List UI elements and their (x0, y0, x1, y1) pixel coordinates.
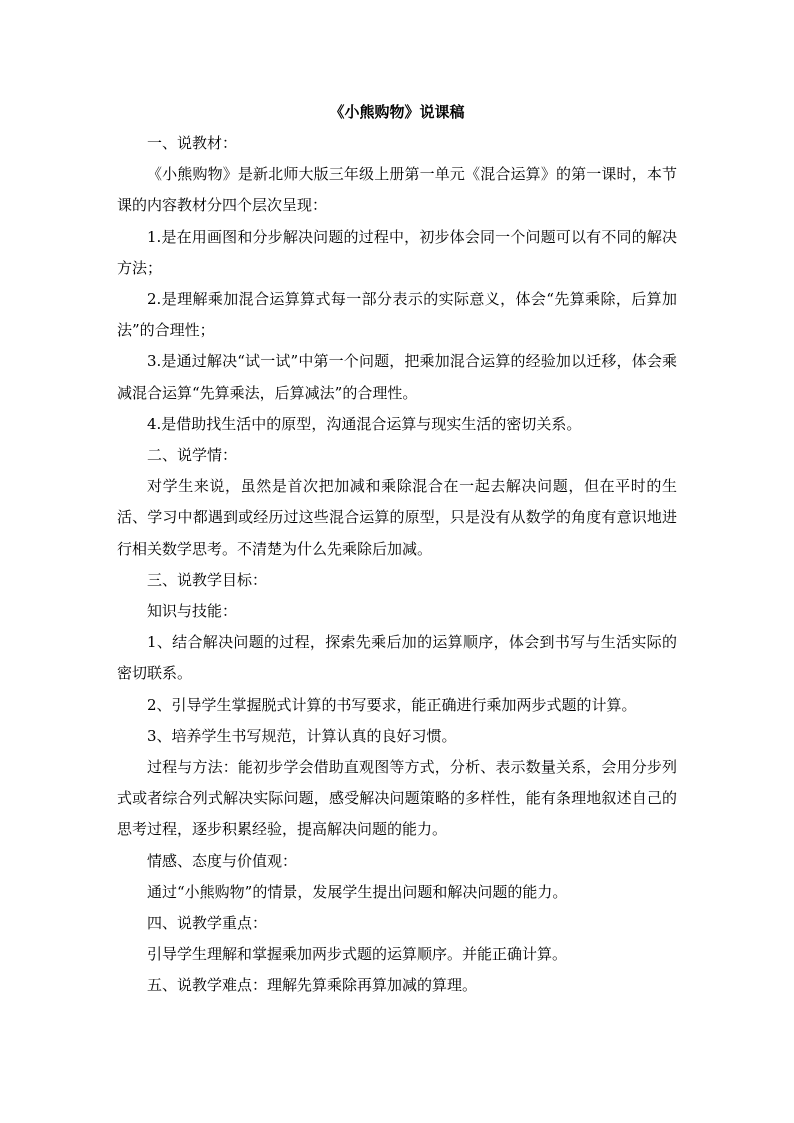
subheading-knowledge-skills: 知识与技能： (147, 602, 238, 621)
document-title: 《小熊购物》说课稿 (329, 103, 465, 121)
section-heading-textbook: 一、说教材： (147, 134, 238, 152)
objective-item-3: 3、培养学生书写规范，计算认真的良好习惯。 (147, 726, 457, 745)
paragraph-emotion-values: 通过“小熊购物”的情景，发展学生提出问题和解决问题的能力。 (147, 882, 568, 901)
document-page (117, 96, 677, 1002)
paragraph-students: 对学生来说，虽然是首次把加减和乘除混合在一起去解决问题，但在平时的生活、学习中都遇到或经历过这些混合运算的原型，只是没有从数学的角度有意识地进行相关数学思考。不清楚为什么先乘除后加减。 (117, 477, 677, 558)
paragraph-level-4: 4.是借助找生活中的原型，沟通混合运算与现实生活的密切关系。 (147, 414, 582, 433)
section-heading-students: 二、说学情： (147, 446, 238, 465)
section-heading-objectives: 三、说教学目标： (147, 570, 268, 589)
paragraph-level-1: 1.是在用画图和分步解决问题的过程中，初步体会同一个问题可以有不同的解决方法； (117, 227, 677, 277)
objective-item-1: 1、结合解决问题的过程，探索先乘后加的运算顺序，体会到书写与生活实际的密切联系。 (117, 633, 677, 683)
paragraph-process-methods: 过程与方法：能初步学会借助直观图等方式，分析、表示数量关系，会用分步列式或者综合列式解决实际问题，感受解决问题策略的多样性，能有条理地叙述自己的思考过程，逐步积累经验，提高解决问题的能力。 (117, 758, 677, 839)
paragraph-textbook-intro: 《小熊购物》是新北师大版三年级上册第一单元《混合运算》的第一课时，本节课的内容教材分四个层次呈现： (117, 165, 677, 215)
section-heading-key-points: 四、说教学重点： (147, 914, 268, 933)
subheading-emotion-values: 情感、态度与价值观： (147, 851, 298, 870)
paragraph-level-3: 3.是通过解决“试一试”中第一个问题，把乘加混合运算的经验加以迁移，体会乘减混合运算“先算乘法，后算减法”的合理性。 (117, 352, 677, 402)
paragraph-level-2: 2.是理解乘加混合运算算式每一部分表示的实际意义，体会“先算乘除，后算加法”的合理性； (117, 290, 677, 340)
objective-item-2: 2、引导学生掌握脱式计算的书写要求，能正确进行乘加两步式题的计算。 (147, 695, 637, 714)
paragraph-key-points: 引导学生理解和掌握乘加两步式题的运算顺序。并能正确计算。 (147, 945, 568, 964)
section-heading-difficulties: 五、说教学难点：理解先算乘除再算加减的算理。 (147, 976, 478, 995)
